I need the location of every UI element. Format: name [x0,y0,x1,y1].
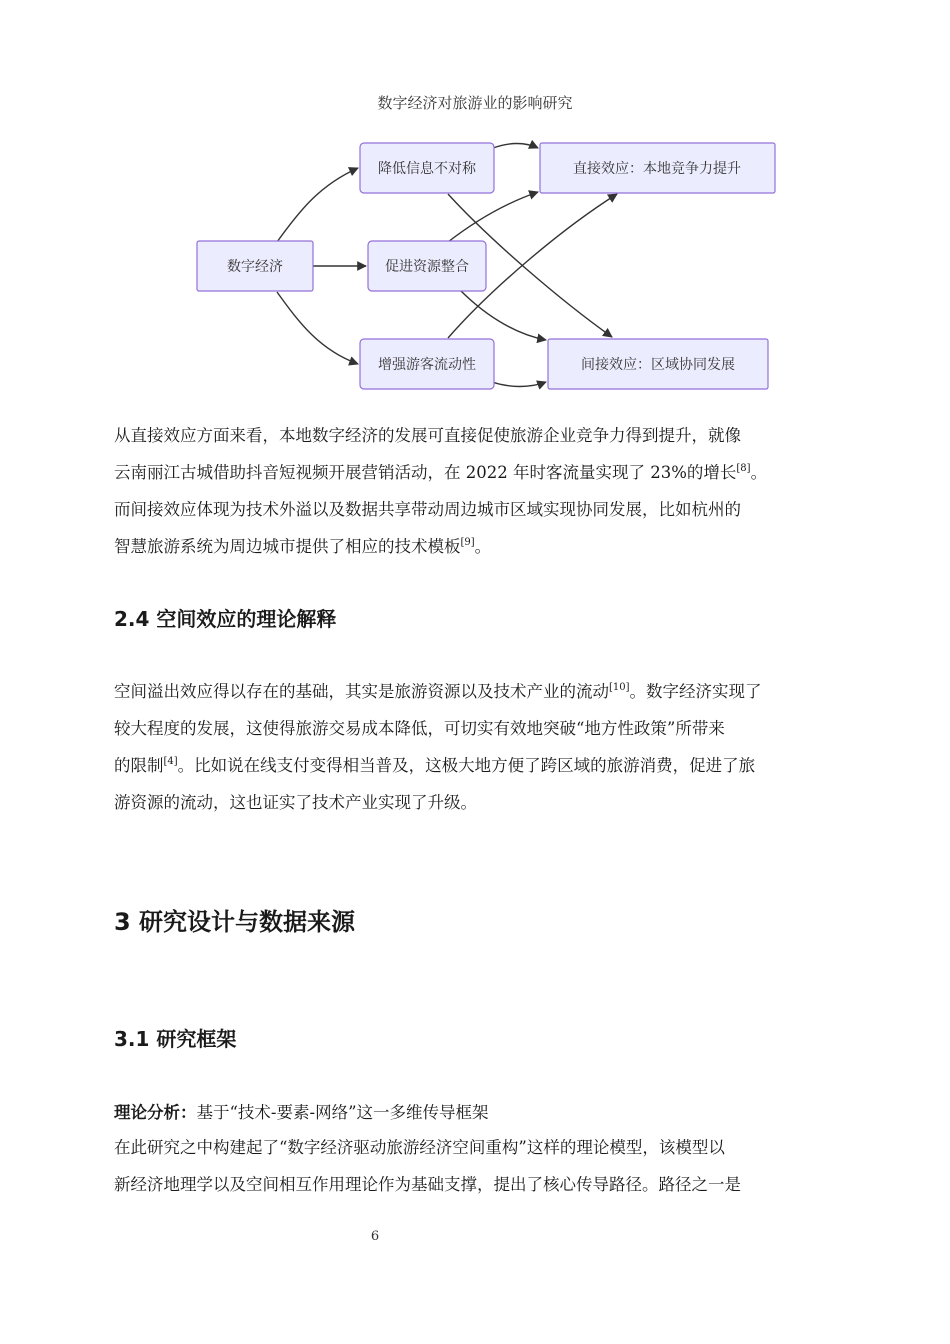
node-label: 促进资源整合 [385,259,469,275]
running-header: 数字经济对旅游业的影响研究 [377,94,573,112]
node-reduce-info-asymmetry [360,143,494,193]
text-line: 在此研究之中构建起了“数字经济驱动旅游经济空间重构”这样的理论模型，该模型以 [114,1138,725,1157]
edge-resource-indirect [460,290,546,340]
heading-2-4: 2.4 空间效应的理论解释 [114,607,337,631]
text-line: 从直接效应方面来看，本地数字经济的发展可直接促使旅游企业竞争力得到提升，就像 [114,426,741,445]
edge-info-direct [493,144,538,149]
node-tourist-mobility [360,339,494,389]
text-line: 云南丽江古城借助抖音短视频开展营销活动，在 2022 年时客流量实现了 23%的增长[8]。 [114,463,768,482]
text-line: 的限制[4]。比如说在线支付变得相当普及，这极大地方便了跨区域的旅游消费，促进了旅 [114,756,756,775]
text-line: 而间接效应体现为技术外溢以及数据共享带动周边城市区域实现协同发展，比如杭州的 [114,500,741,519]
text-line: 理论分析：基于“技术-要素-网络”这一多维传导框架 [114,1103,489,1122]
text-line: 空间溢出效应得以存在的基础，其实是旅游资源以及技术产业的流动[10]。数字经济实现了 [114,682,762,701]
text-line: 较大程度的发展，这使得旅游交易成本降低，可切实有效地突破“地方性政策”所带来 [114,719,725,738]
citation-ref: [8] [736,463,751,474]
node-label: 间接效应：区域协同发展 [581,357,735,373]
heading-3-1: 3.1 研究框架 [114,1027,237,1051]
node-label: 直接效应：本地竞争力提升 [573,161,741,177]
edge-resource-direct [448,192,538,242]
node-indirect-effect [548,339,768,389]
paragraph-spatial-effect [114,673,860,821]
citation-ref: [9] [460,537,475,548]
node-direct-effect [540,143,775,193]
edge-digital-info [277,168,358,242]
node-label: 降低信息不对称 [378,161,476,177]
page-number: 6 [370,1229,380,1244]
node-resource-integration [368,241,486,291]
bold-label: 理论分析： [114,1103,197,1122]
edge-flow-indirect [492,382,546,387]
text-line: 游资源的流动，这也证实了技术产业实现了升级。 [114,793,477,812]
citation-ref: [10] [609,682,630,693]
citation-ref: [4] [163,756,178,767]
flowchart-diagram [0,130,950,400]
heading-3: 3 研究设计与数据来源 [114,908,356,936]
text-line: 智慧旅游系统为周边城市提供了相应的技术模板[9]。 [114,537,492,556]
text-line: 新经济地理学以及空间相互作用理论作为基础支撑，提出了核心传导路径。路径之一是 [114,1175,741,1194]
paragraph-direct-indirect-effects [114,417,860,565]
node-label: 增强游客流动性 [378,357,476,373]
node-label: 数字经济 [227,259,283,275]
node-digital-economy [197,241,313,291]
paragraph-research-framework [114,1096,860,1203]
edge-digital-flow [277,292,358,364]
